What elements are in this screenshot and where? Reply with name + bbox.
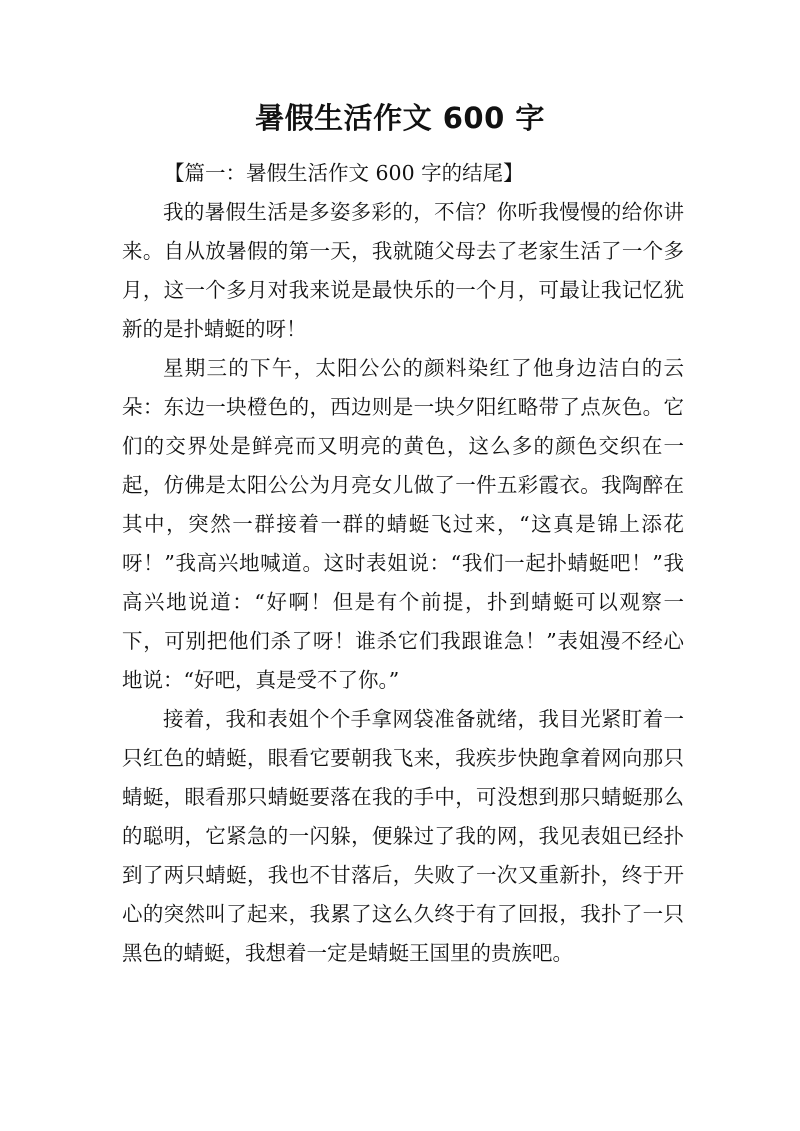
section-heading: 【篇一：暑假生活作文 600 字的结尾】 bbox=[164, 161, 524, 185]
paragraph-3: 接着，我和表姐个个手拿网袋准备就绪，我目光紧盯着一只红色的蜻蜓，眼看它要朝我飞来，我疾步快跑拿着网向那只蜻蜓，眼看那只蜻蜓要落在我的手中，可没想到那只蜻蜓那么的聪明，它紧急的一闪躲，便躲过了我的网，我见表姐已经扑到了两只蜻蜓，我也不甘落后，失败了一次又重新扑，终于开心的突然叫了起来，我累了这么久终于有了回报，我扑了一只黑色的蜻蜓，我想着一定是蜻蜓王国里的贵族吧。 bbox=[122, 707, 684, 965]
paragraph-1: 我的暑假生活是多姿多彩的，不信？你听我慢慢的给你讲来。自从放暑假的第一天，我就随父母去了老家生活了一个多月，这一个多月对我来说是最快乐的一个月，可最让我记忆犹新的是扑蜻蜓的呀！ bbox=[122, 200, 684, 341]
article-body bbox=[122, 154, 684, 973]
page-title: 暑假生活作文 600 字 bbox=[255, 101, 545, 135]
paragraph-2: 星期三的下午，太阳公公的颜料染红了他身边洁白的云朵：东边一块橙色的，西边则是一块夕阳红略带了点灰色。它们的交界处是鲜亮而又明亮的黄色，这么多的颜色交织在一起，仿佛是太阳公公为月亮女儿做了一件五彩霞衣。我陶醉在其中，突然一群接着一群的蜻蜓飞过来，“这真是锦上添花呀！”我高兴地喊道。这时表姐说：“我们一起扑蜻蜓吧！”我高兴地说道：“好啊！但是有个前提，扑到蜻蜓可以观察一下，可别把他们杀了呀！谁杀它们我跟谁急！”表姐漫不经心地说：“好吧，真是受不了你。” bbox=[122, 356, 684, 692]
